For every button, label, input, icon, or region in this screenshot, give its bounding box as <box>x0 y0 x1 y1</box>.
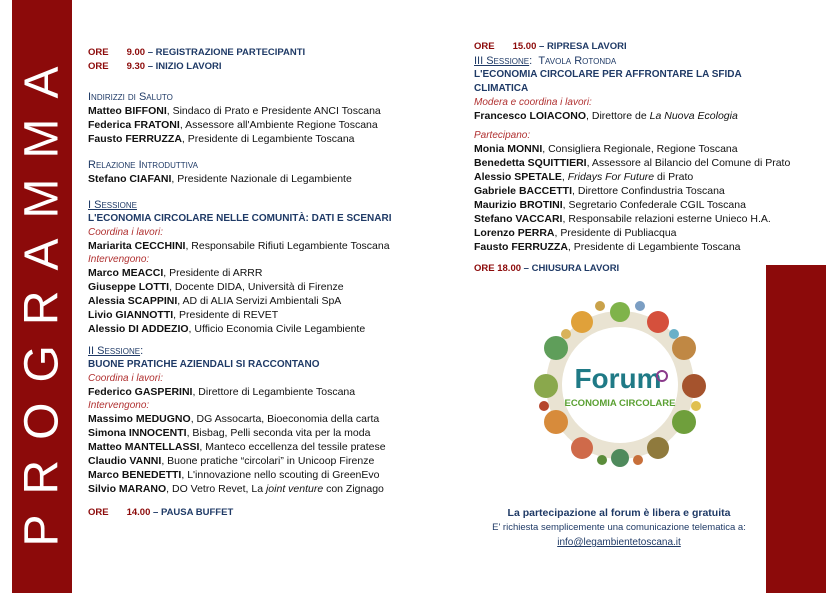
time-start: ORE 9.30 – INIZIO LAVORI <box>88 61 222 72</box>
session-2-speaker: Massimo MEDUGNO, DG Assocarta, Bioeconomia della carta <box>88 413 380 425</box>
session-1-speakers-label: Intervengono: <box>88 254 150 265</box>
forum-logo <box>522 298 718 468</box>
relazione-speaker: Stefano CIAFANI, Presidente Nazionale di Legambiente <box>88 173 352 185</box>
time-registration: ORE 9.00 – REGISTRAZIONE PARTECIPANTI <box>88 47 306 58</box>
session-1-heading: I Sessione <box>88 199 138 211</box>
saluto-speaker: Federica FRATONI, Assessore all'Ambiente Regione Toscana <box>88 119 378 131</box>
session-3-participants-label: Partecipano: <box>474 130 531 141</box>
session-3-participant: Fausto FERRUZZA, Presidente di Legambiente Toscana <box>474 241 741 253</box>
contact-email-link[interactable]: info@legambientetoscana.it <box>557 537 681 548</box>
session-1-speaker: Alessia SCAPPINI, AD di ALIA Servizi Ambientali SpA <box>88 295 342 307</box>
session-2-coord-label: Coordina i lavori: <box>88 373 164 384</box>
session-2-speaker: Simona INNOCENTI, Bisbag, Pelli seconda vita per la moda <box>88 427 371 439</box>
footer-note: E' richiesta semplicemente una comunicazione telematica a: <box>492 522 746 533</box>
session-2-speaker: Silvio MARANO, DO Vetro Revet, La joint venture con Zignago <box>88 483 384 495</box>
footer <box>474 506 764 551</box>
session-2-speaker: Marco BENEDETTI, L'innovazione nello scouting di GreenEvo <box>88 469 380 481</box>
saluto-speaker: Matteo BIFFONI, Sindaco di Prato e Presidente ANCI Toscana <box>88 105 381 117</box>
session-3-moderator: Francesco LOIACONO, Direttore de La Nuova Ecologia <box>474 110 738 122</box>
session-3-participant: Stefano VACCARI, Responsabile relazioni esterne Unieco H.A. <box>474 213 771 225</box>
session-2-coordinator: Federico GASPERINI, Direttore di Legambiente Toscana <box>88 386 356 398</box>
session-1-subtitle: L'ECONOMIA CIRCOLARE NELLE COMUNITÀ: DATI E SCENARI <box>88 213 392 224</box>
time-resume: ORE 15.00 – RIPRESA LAVORI <box>474 41 627 52</box>
session-3-participant: Benedetta SQUITTIERI, Assessore al Bilancio del Comune di Prato <box>474 157 791 169</box>
saluto-speaker: Fausto FERRUZZA, Presidente di Legambiente Toscana <box>88 133 355 145</box>
session-3-participant: Lorenzo PERRA, Presidente di Publiacqua <box>474 227 677 239</box>
time-closing: ORE 18.00 – CHIUSURA LAVORI <box>474 263 620 274</box>
logo-sub-text: ECONOMIA CIRCOLARE <box>564 398 676 409</box>
session-2-speakers-label: Intervengono: <box>88 400 150 411</box>
session-3-participant: Alessio SPETALE, Fridays For Future di Prato <box>474 171 694 183</box>
relazione-heading: Relazione Introduttiva <box>88 159 198 171</box>
session-3-subtitle: L'ECONOMIA CIRCOLARE PER AFFRONTARE LA SFIDA CLIMATICA <box>474 69 742 94</box>
session-1-coordinator: Mariarita CECCHINI, Responsabile Rifiuti Legambiente Toscana <box>88 240 390 252</box>
right-column <box>474 40 791 276</box>
session-1-speaker: Alessio DI ADDEZIO, Ufficio Economia Civile Legambiente <box>88 323 366 335</box>
session-2-speaker: Claudio VANNI, Buone pratiche “circolari” in Unicoop Firenze <box>88 455 375 467</box>
programma-title: PROGRAMMA <box>15 46 69 547</box>
footer-free-entry: La partecipazione al forum è libera e gratuita <box>507 507 731 519</box>
session-3-participant: Maurizio BROTINI, Segretario Confederale CGIL Toscana <box>474 199 746 211</box>
session-3-participant: Monia MONNI, Consigliera Regionale, Regione Toscana <box>474 143 738 155</box>
session-3-participant: Gabriele BACCETTI, Direttore Confindustria Toscana <box>474 185 725 197</box>
session-2-heading: II Sessione: <box>88 345 144 357</box>
forum-logo-graphic <box>522 298 718 468</box>
time-buffet: ORE 14.00 – PAUSA BUFFET <box>88 507 234 518</box>
left-column <box>88 46 428 520</box>
saluto-heading: Indirizzi di Saluto <box>88 91 173 103</box>
logo-main-text: Forum <box>574 363 662 394</box>
session-1-speaker: Giuseppe LOTTI, Docente DIDA, Università di Firenze <box>88 281 344 293</box>
session-1-speaker: Marco MEACCI, Presidente di ARRR <box>88 267 263 279</box>
session-2-speaker: Matteo MANTELLASSI, Manteco eccellenza del tessile pratese <box>88 441 386 453</box>
session-3-mod-label: Modera e coordina i lavori: <box>474 97 592 108</box>
session-3-heading: III Sessione: Tavola Rotonda <box>474 55 617 67</box>
right-band <box>766 265 826 593</box>
session-1-speaker: Livio GIANNOTTI, Presidente di REVET <box>88 309 279 321</box>
session-2-subtitle: BUONE PRATICHE AZIENDALI SI RACCONTANO <box>88 359 320 370</box>
session-1-coord-label: Coordina i lavori: <box>88 227 164 238</box>
